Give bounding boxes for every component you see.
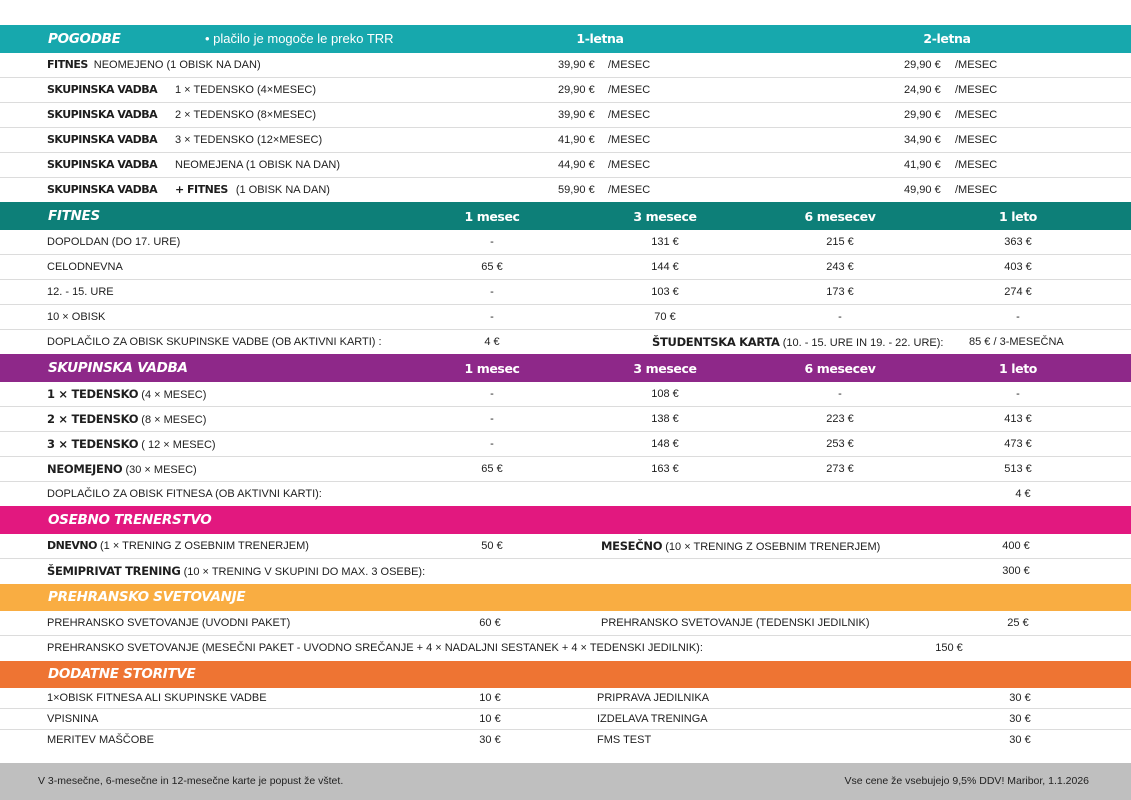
pogodbe-row-text: NEOMEJENO (1 OBISK NA DAN) [93, 59, 261, 71]
pogodbe-note: • plačilo je mogoče le preko TRR [205, 31, 394, 46]
dodatne-price-2: 30 € [1009, 692, 1031, 704]
fitnes-row [0, 305, 1131, 330]
skupinska-row [0, 407, 1131, 432]
osebno-row-1 [0, 534, 1131, 559]
student-card-text: (10. - 15. URE IN 19. - 22. URE): [782, 337, 944, 349]
pogodbe-price-2letna: 41,90 € [904, 159, 941, 171]
dodatne-label: 1×OBISK FITNESA ALI SKUPINSKE VADBE [47, 692, 267, 704]
pogodbe-row-title: FITNES [47, 58, 88, 71]
prehransko-uvodni-price: 60 € [479, 617, 501, 629]
fitnes-value-col3: 215 € [826, 236, 854, 248]
pogodbe-row-label [47, 78, 316, 102]
pogodbe-unit-2letna: /MESEC [955, 84, 998, 96]
skupinska-row-label [47, 407, 206, 432]
pogodbe-row-text: 2 × TEDENSKO (8×MESEC) [175, 109, 317, 121]
dodatne-price: 10 € [479, 713, 501, 725]
dodatne-label-2: IZDELAVA TRENINGA [597, 713, 708, 725]
fitnes-value-col1: - [490, 236, 494, 248]
footer-vat-note: Vse cene že vsebujejo 9,5% DDV! Maribor, 1.1.2026 [844, 775, 1089, 787]
pogodbe-row-label [47, 128, 322, 152]
student-card-price: 85 € / 3-MESEČNA [969, 336, 1064, 348]
pogodbe-row-label [47, 53, 261, 77]
pogodbe-col-2letna: 2-letna [923, 31, 971, 46]
skupinska-header [0, 354, 1131, 382]
skupinska-row [0, 457, 1131, 482]
fitnes-row [0, 280, 1131, 305]
pogodbe-price-1letna: 39,90 € [558, 109, 595, 121]
pogodbe-price-2letna: 34,90 € [904, 134, 941, 146]
pogodbe-row-title: SKUPINSKA VADBA [47, 83, 158, 96]
pogodbe-row [0, 78, 1131, 103]
pogodbe-unit-1letna: /MESEC [608, 109, 651, 121]
dodatne-price: 30 € [479, 734, 501, 746]
skupinska-value-col1: 65 € [481, 463, 503, 475]
dodatne-label: MERITEV MAŠČOBE [47, 734, 154, 746]
fitnes-value-col1: 65 € [481, 261, 503, 273]
pogodbe-row-text: 1 × TEDENSKO (4×MESEC) [175, 84, 317, 96]
skupinska-row [0, 382, 1131, 407]
pogodbe-price-1letna: 41,90 € [558, 134, 595, 146]
osebno-title: OSEBNO TRENERSTVO [48, 512, 212, 528]
pogodbe-row-title-2: + FITNES [175, 183, 228, 196]
osebno-semiprivat-price: 300 € [1002, 565, 1030, 577]
fitnes-value-col3: 173 € [826, 286, 854, 298]
dodatne-price: 10 € [479, 692, 501, 704]
prehransko-uvodni: PREHRANSKO SVETOVANJE (UVODNI PAKET) [47, 617, 291, 629]
fitnes-row [0, 230, 1131, 255]
pogodbe-row [0, 53, 1131, 78]
skupinska-col-3: 6 mesecev [804, 361, 876, 376]
pogodbe-row-text: (1 OBISK NA DAN) [235, 184, 330, 196]
fitnes-row-label: 12. - 15. URE [47, 286, 114, 298]
skupinska-extra-label: DOPLAČILO ZA OBISK FITNESA (OB AKTIVNI KARTI): [47, 488, 322, 500]
dodatne-title: DODATNE STORITVE [48, 666, 196, 682]
skupinska-value-col4: - [1016, 388, 1020, 400]
fitnes-value-col2: 144 € [651, 261, 679, 273]
fitnes-row-label: DOPOLDAN (DO 17. URE) [47, 236, 181, 248]
osebno-header [0, 506, 1131, 534]
footer-discount-note: V 3-mesečne, 6-mesečne in 12-mesečne karte je popust že vštet. [38, 775, 344, 787]
skupinska-col-2: 3 mesece [633, 361, 697, 376]
skupinska-col-4: 1 leto [999, 361, 1037, 376]
osebno-semiprivat [47, 559, 425, 584]
osebno-dnevno-title: DNEVNO [47, 539, 97, 552]
prehransko-row-1 [0, 611, 1131, 636]
skupinska-value-col1: - [490, 388, 494, 400]
skupinska-value-col2: 163 € [651, 463, 679, 475]
fitnes-extra-price: 4 € [484, 336, 500, 348]
skupinska-value-col3: 253 € [826, 438, 854, 450]
fitnes-row [0, 255, 1131, 280]
pogodbe-row-title: SKUPINSKA VADBA [47, 133, 158, 146]
pogodbe-unit-2letna: /MESEC [955, 159, 998, 171]
skupinska-row-text: (30 × MESEC) [125, 464, 197, 476]
fitnes-value-col4: 403 € [1004, 261, 1032, 273]
pogodbe-row-title: SKUPINSKA VADBA [47, 158, 158, 171]
osebno-dnevno-price: 50 € [481, 540, 503, 552]
pogodbe-row-title: SKUPINSKA VADBA [47, 108, 158, 121]
fitnes-value-col3: 243 € [826, 261, 854, 273]
skupinska-value-col2: 108 € [651, 388, 679, 400]
skupinska-row-title: NEOMEJENO [47, 462, 123, 476]
fitnes-row-label: CELODNEVNA [47, 261, 123, 273]
dodatne-row [0, 688, 1131, 709]
skupinska-value-col4: 513 € [1004, 463, 1032, 475]
skupinska-row-title: 3 × TEDENSKO [47, 437, 139, 451]
pogodbe-unit-1letna: /MESEC [608, 134, 651, 146]
skupinska-row-label [47, 382, 206, 407]
skupinska-extra-row [0, 482, 1131, 506]
pogodbe-unit-2letna: /MESEC [955, 109, 998, 121]
skupinska-value-col1: - [490, 438, 494, 450]
dodatne-row [0, 709, 1131, 730]
pogodbe-row-label [47, 153, 340, 177]
fitnes-value-col2: 103 € [651, 286, 679, 298]
osebno-mesecno-text: (10 × TRENING Z OSEBNIM TRENERJEM) [665, 541, 881, 553]
skupinska-row-label [47, 457, 197, 482]
prehransko-mesecni: PREHRANSKO SVETOVANJE (MESEČNI PAKET - UVODNO SREČANJE + 4 × NADALJNI SESTANEK + 4 × TEDENSKI JEDILNIK): [47, 642, 703, 654]
osebno-row-2 [0, 559, 1131, 583]
fitnes-value-col4: - [1016, 311, 1020, 323]
pogodbe-unit-1letna: /MESEC [608, 184, 651, 196]
pogodbe-unit-2letna: /MESEC [955, 59, 998, 71]
pogodbe-row-text: 3 × TEDENSKO (12×MESEC) [175, 134, 323, 146]
pogodbe-row-label [47, 178, 330, 202]
dodatne-label-2: PRIPRAVA JEDILNIKA [597, 692, 710, 704]
osebno-mesecno-price: 400 € [1002, 540, 1030, 552]
fitnes-value-col3: - [838, 311, 842, 323]
skupinska-row-text: ( 12 × MESEC) [141, 439, 216, 451]
prehransko-tedenski-price: 25 € [1007, 617, 1029, 629]
skupinska-value-col2: 138 € [651, 413, 679, 425]
skupinska-value-col4: 413 € [1004, 413, 1032, 425]
dodatne-label-2: FMS TEST [597, 734, 652, 746]
pogodbe-price-2letna: 29,90 € [904, 109, 941, 121]
pogodbe-price-1letna: 39,90 € [558, 59, 595, 71]
pogodbe-unit-2letna: /MESEC [955, 134, 998, 146]
dodatne-label: VPISNINA [47, 713, 99, 725]
dodatne-price-2: 30 € [1009, 713, 1031, 725]
skupinska-row-text: (4 × MESEC) [141, 389, 207, 401]
pogodbe-price-2letna: 49,90 € [904, 184, 941, 196]
pogodbe-row [0, 103, 1131, 128]
fitnes-value-col2: 131 € [651, 236, 679, 248]
pogodbe-unit-2letna: /MESEC [955, 184, 998, 196]
prehransko-tedenski: PREHRANSKO SVETOVANJE (TEDENSKI JEDILNIK) [601, 617, 870, 629]
student-card [652, 330, 943, 355]
fitnes-value-col1: - [490, 286, 494, 298]
dodatne-row [0, 730, 1131, 750]
fitnes-row-label: 10 × OBISK [47, 311, 106, 323]
skupinska-value-col4: 473 € [1004, 438, 1032, 450]
pogodbe-row [0, 128, 1131, 153]
fitnes-col-1: 1 mesec [464, 209, 520, 224]
dodatne-price-2: 30 € [1009, 734, 1031, 746]
osebno-dnevno [47, 534, 309, 558]
pogodbe-price-1letna: 29,90 € [558, 84, 595, 96]
osebno-mesecno-title: MESEČNO [601, 539, 663, 553]
pogodbe-price-1letna: 44,90 € [558, 159, 595, 171]
prehransko-mesecni-price: 150 € [935, 642, 963, 654]
skupinska-extra-price: 4 € [1015, 488, 1031, 500]
footer [0, 763, 1131, 800]
skupinska-row-label [47, 432, 216, 457]
skupinska-value-col3: 273 € [826, 463, 854, 475]
osebno-dnevno-text: (1 × TRENING Z OSEBNIM TRENERJEM) [99, 540, 309, 552]
pogodbe-unit-1letna: /MESEC [608, 159, 651, 171]
osebno-semiprivat-text: (10 × TRENING V SKUPINI DO MAX. 3 OSEBE): [183, 566, 426, 578]
fitnes-title: FITNES [48, 208, 100, 224]
pogodbe-row-text: NEOMEJENA (1 OBISK NA DAN) [175, 159, 341, 171]
pogodbe-title: POGODBE [48, 31, 121, 47]
skupinska-row-title: 1 × TEDENSKO [47, 387, 139, 401]
pogodbe-unit-1letna: /MESEC [608, 84, 651, 96]
fitnes-col-2: 3 mesece [633, 209, 697, 224]
fitnes-value-col4: 274 € [1004, 286, 1032, 298]
pogodbe-row [0, 178, 1131, 202]
pogodbe-row-title: SKUPINSKA VADBA [47, 183, 158, 196]
fitnes-value-col4: 363 € [1004, 236, 1032, 248]
fitnes-col-4: 1 leto [999, 209, 1037, 224]
pogodbe-col-1letna: 1-letna [576, 31, 624, 46]
pogodbe-unit-1letna: /MESEC [608, 59, 651, 71]
skupinska-row [0, 432, 1131, 457]
skupinska-value-col2: 148 € [651, 438, 679, 450]
skupinska-row-title: 2 × TEDENSKO [47, 412, 139, 426]
skupinska-row-text: (8 × MESEC) [141, 414, 207, 426]
skupinska-value-col3: 223 € [826, 413, 854, 425]
pogodbe-header [0, 25, 1131, 53]
fitnes-header [0, 202, 1131, 230]
fitnes-value-col1: - [490, 311, 494, 323]
pogodbe-row [0, 153, 1131, 178]
osebno-semiprivat-title: ŠEMIPRIVAT TRENING [47, 564, 181, 578]
skupinska-value-col1: - [490, 413, 494, 425]
prehransko-title: PREHRANSKO SVETOVANJE [48, 589, 246, 605]
fitnes-extra-label: DOPLAČILO ZA OBISK SKUPINSKE VADBE (OB AKTIVNI KARTI) : [47, 336, 382, 348]
fitnes-extra-row [0, 330, 1131, 354]
dodatne-header [0, 661, 1131, 688]
skupinska-col-1: 1 mesec [464, 361, 520, 376]
prehransko-row-2 [0, 636, 1131, 660]
skupinska-value-col3: - [838, 388, 842, 400]
osebno-mesecno [601, 534, 880, 559]
student-card-title: ŠTUDENTSKA KARTA [652, 335, 780, 349]
prehransko-header [0, 584, 1131, 611]
pogodbe-row-label [47, 103, 316, 127]
pogodbe-price-2letna: 24,90 € [904, 84, 941, 96]
fitnes-value-col2: 70 € [654, 311, 676, 323]
pogodbe-price-1letna: 59,90 € [558, 184, 595, 196]
fitnes-col-3: 6 mesecev [804, 209, 876, 224]
pogodbe-price-2letna: 29,90 € [904, 59, 941, 71]
skupinska-title: SKUPINSKA VADBA [48, 360, 188, 376]
